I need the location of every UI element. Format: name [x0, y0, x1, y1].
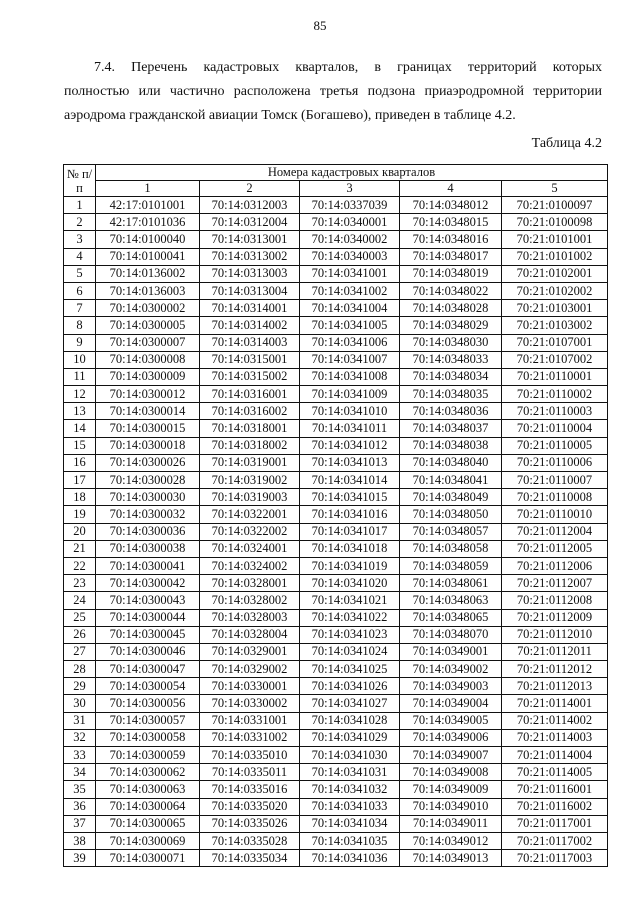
cadastral-number-cell: 70:21:0101001 — [502, 231, 608, 248]
cadastral-number-cell: 70:14:0300045 — [96, 626, 200, 643]
row-number-cell: 10 — [64, 351, 96, 368]
row-number-cell: 19 — [64, 506, 96, 523]
table-row — [64, 609, 608, 626]
cadastral-number-cell: 70:21:0114003 — [502, 729, 608, 746]
cadastral-number-cell: 70:14:0300062 — [96, 764, 200, 781]
cadastral-number-cell: 42:17:0101001 — [96, 197, 200, 214]
table-row — [64, 798, 608, 815]
column-number-2: 2 — [200, 181, 300, 197]
row-number-cell: 30 — [64, 695, 96, 712]
table-row — [64, 454, 608, 471]
cadastral-number-cell: 70:14:0329001 — [200, 643, 300, 660]
cadastral-number-cell: 70:14:0341025 — [300, 661, 400, 678]
table-row — [64, 437, 608, 454]
cadastral-number-cell: 70:21:0110008 — [502, 489, 608, 506]
cadastral-number-cell: 70:14:0341020 — [300, 575, 400, 592]
cadastral-number-cell: 70:14:0341012 — [300, 437, 400, 454]
table-row — [64, 747, 608, 764]
cadastral-number-cell: 70:14:0341018 — [300, 540, 400, 557]
row-number-cell: 26 — [64, 626, 96, 643]
row-number-cell: 4 — [64, 248, 96, 265]
cadastral-number-cell: 70:21:0110003 — [502, 403, 608, 420]
header-row-number: № п/п — [64, 165, 96, 197]
table-row — [64, 592, 608, 609]
cadastral-number-cell: 70:21:0114001 — [502, 695, 608, 712]
cadastral-number-cell: 70:14:0349001 — [400, 643, 502, 660]
cadastral-number-cell: 70:14:0348015 — [400, 214, 502, 231]
cadastral-number-cell: 70:21:0112010 — [502, 626, 608, 643]
cadastral-number-cell: 70:21:0110005 — [502, 437, 608, 454]
cadastral-number-cell: 70:14:0300044 — [96, 609, 200, 626]
cadastral-number-cell: 70:14:0300071 — [96, 850, 200, 867]
cadastral-number-cell: 70:14:0100041 — [96, 248, 200, 265]
header-cadastral-numbers: Номера кадастровых кварталов — [96, 165, 608, 181]
cadastral-number-cell: 70:21:0112011 — [502, 643, 608, 660]
cadastral-number-cell: 70:14:0341007 — [300, 351, 400, 368]
cadastral-number-cell: 70:14:0340001 — [300, 214, 400, 231]
cadastral-number-cell: 70:14:0300007 — [96, 334, 200, 351]
cadastral-number-cell: 70:21:0112013 — [502, 678, 608, 695]
cadastral-number-cell: 70:21:0112012 — [502, 661, 608, 678]
cadastral-number-cell: 70:14:0348070 — [400, 626, 502, 643]
cadastral-number-cell: 70:14:0300059 — [96, 747, 200, 764]
row-number-cell: 13 — [64, 403, 96, 420]
paragraph-line-1: 7.4. Перечень кадастровых кварталов, в границах территорий которых — [94, 60, 602, 75]
cadastral-number-cell: 70:14:0341027 — [300, 695, 400, 712]
cadastral-number-cell: 70:14:0300030 — [96, 489, 200, 506]
cadastral-number-cell: 70:14:0340002 — [300, 231, 400, 248]
cadastral-number-cell: 70:14:0341004 — [300, 300, 400, 317]
cadastral-number-cell: 70:14:0348036 — [400, 403, 502, 420]
cadastral-number-cell: 70:21:0103001 — [502, 300, 608, 317]
cadastral-number-cell: 70:14:0314003 — [200, 334, 300, 351]
cadastral-number-cell: 70:21:0102001 — [502, 265, 608, 282]
row-number-cell: 33 — [64, 747, 96, 764]
cadastral-number-cell: 70:14:0136003 — [96, 282, 200, 299]
table-row — [64, 832, 608, 849]
cadastral-number-cell: 70:14:0335028 — [200, 832, 300, 849]
cadastral-number-cell: 70:14:0312003 — [200, 197, 300, 214]
cadastral-number-cell: 70:14:0341014 — [300, 472, 400, 489]
cadastral-number-cell: 70:14:0341019 — [300, 557, 400, 574]
cadastral-number-cell: 70:14:0335026 — [200, 815, 300, 832]
row-number-cell: 6 — [64, 282, 96, 299]
cadastral-number-cell: 70:14:0341021 — [300, 592, 400, 609]
table-row — [64, 506, 608, 523]
cadastral-number-cell: 70:21:0117001 — [502, 815, 608, 832]
row-number-cell: 24 — [64, 592, 96, 609]
cadastral-number-cell: 70:14:0341010 — [300, 403, 400, 420]
cadastral-number-cell: 70:14:0300028 — [96, 472, 200, 489]
cadastral-number-cell: 70:21:0107002 — [502, 351, 608, 368]
cadastral-number-cell: 70:14:0136002 — [96, 265, 200, 282]
paragraph-line-2: полностью или частично расположена третья подзона приаэродромной территории — [64, 84, 602, 99]
cadastral-number-cell: 70:14:0300042 — [96, 575, 200, 592]
cadastral-number-cell: 70:14:0324002 — [200, 557, 300, 574]
table-row — [64, 678, 608, 695]
cadastral-number-cell: 70:14:0335016 — [200, 781, 300, 798]
row-number-cell: 25 — [64, 609, 96, 626]
table-caption: Таблица 4.2 — [531, 136, 602, 151]
cadastral-number-cell: 70:21:0110004 — [502, 420, 608, 437]
cadastral-number-cell: 70:14:0330002 — [200, 695, 300, 712]
cadastral-number-cell: 70:21:0117003 — [502, 850, 608, 867]
cadastral-number-cell: 70:14:0316002 — [200, 403, 300, 420]
cadastral-number-cell: 70:14:0319003 — [200, 489, 300, 506]
row-number-cell: 2 — [64, 214, 96, 231]
table-row — [64, 420, 608, 437]
cadastral-number-cell: 70:14:0341031 — [300, 764, 400, 781]
cadastral-number-cell: 70:14:0341033 — [300, 798, 400, 815]
cadastral-number-cell: 70:21:0114002 — [502, 712, 608, 729]
cadastral-number-cell: 70:21:0112004 — [502, 523, 608, 540]
cadastral-number-cell: 70:14:0348049 — [400, 489, 502, 506]
row-number-cell: 23 — [64, 575, 96, 592]
cadastral-number-cell: 70:14:0313002 — [200, 248, 300, 265]
cadastral-number-cell: 70:14:0300014 — [96, 403, 200, 420]
cadastral-number-cell: 70:14:0300063 — [96, 781, 200, 798]
cadastral-number-cell: 70:14:0316001 — [200, 386, 300, 403]
cadastral-number-cell: 70:14:0300036 — [96, 523, 200, 540]
table-row — [64, 712, 608, 729]
cadastral-number-cell: 70:14:0349007 — [400, 747, 502, 764]
cadastral-number-cell: 70:14:0341032 — [300, 781, 400, 798]
cadastral-number-cell: 70:14:0341028 — [300, 712, 400, 729]
row-number-cell: 3 — [64, 231, 96, 248]
cadastral-number-cell: 70:14:0348016 — [400, 231, 502, 248]
cadastral-number-cell: 70:14:0300054 — [96, 678, 200, 695]
cadastral-number-cell: 70:14:0349008 — [400, 764, 502, 781]
table-row — [64, 575, 608, 592]
row-number-cell: 14 — [64, 420, 96, 437]
cadastral-number-cell: 70:14:0300015 — [96, 420, 200, 437]
cadastral-number-cell: 70:21:0116002 — [502, 798, 608, 815]
cadastral-number-cell: 70:14:0348037 — [400, 420, 502, 437]
cadastral-number-cell: 70:14:0348019 — [400, 265, 502, 282]
cadastral-number-cell: 70:14:0335010 — [200, 747, 300, 764]
cadastral-number-cell: 70:14:0328001 — [200, 575, 300, 592]
cadastral-number-cell: 70:14:0318002 — [200, 437, 300, 454]
cadastral-number-cell: 70:14:0341006 — [300, 334, 400, 351]
cadastral-number-cell: 70:14:0300047 — [96, 661, 200, 678]
table-row — [64, 540, 608, 557]
cadastral-number-cell: 70:14:0348041 — [400, 472, 502, 489]
cadastral-number-cell: 70:14:0312004 — [200, 214, 300, 231]
cadastral-number-cell: 70:14:0349005 — [400, 712, 502, 729]
cadastral-number-cell: 70:14:0335034 — [200, 850, 300, 867]
cadastral-number-cell: 70:14:0324001 — [200, 540, 300, 557]
table-row — [64, 472, 608, 489]
row-number-cell: 8 — [64, 317, 96, 334]
cadastral-number-cell: 70:14:0348022 — [400, 282, 502, 299]
cadastral-number-cell: 70:14:0341016 — [300, 506, 400, 523]
cadastral-number-cell: 70:21:0110007 — [502, 472, 608, 489]
cadastral-number-cell: 70:14:0331002 — [200, 729, 300, 746]
column-number-5: 5 — [502, 181, 608, 197]
cadastral-number-cell: 70:14:0314002 — [200, 317, 300, 334]
cadastral-number-cell: 70:21:0102002 — [502, 282, 608, 299]
cadastral-quarters-table — [63, 164, 608, 867]
cadastral-number-cell: 70:14:0300043 — [96, 592, 200, 609]
row-number-cell: 17 — [64, 472, 96, 489]
cadastral-number-cell: 70:14:0300058 — [96, 729, 200, 746]
table-row — [64, 248, 608, 265]
table-row — [64, 781, 608, 798]
cadastral-number-cell: 42:17:0101036 — [96, 214, 200, 231]
cadastral-number-cell: 70:14:0341036 — [300, 850, 400, 867]
row-number-cell: 7 — [64, 300, 96, 317]
cadastral-number-cell: 70:14:0314001 — [200, 300, 300, 317]
row-number-cell: 18 — [64, 489, 96, 506]
cadastral-number-cell: 70:14:0341009 — [300, 386, 400, 403]
cadastral-number-cell: 70:14:0300002 — [96, 300, 200, 317]
cadastral-number-cell: 70:14:0349011 — [400, 815, 502, 832]
cadastral-number-cell: 70:21:0110010 — [502, 506, 608, 523]
cadastral-number-cell: 70:14:0341022 — [300, 609, 400, 626]
column-number-1: 1 — [96, 181, 200, 197]
cadastral-number-cell: 70:21:0112006 — [502, 557, 608, 574]
cadastral-number-cell: 70:14:0349012 — [400, 832, 502, 849]
row-number-cell: 9 — [64, 334, 96, 351]
cadastral-number-cell: 70:14:0348058 — [400, 540, 502, 557]
cadastral-number-cell: 70:14:0341030 — [300, 747, 400, 764]
cadastral-number-cell: 70:14:0300012 — [96, 386, 200, 403]
cadastral-number-cell: 70:14:0348038 — [400, 437, 502, 454]
table-row — [64, 695, 608, 712]
cadastral-number-cell: 70:14:0337039 — [300, 197, 400, 214]
row-number-cell: 27 — [64, 643, 96, 660]
cadastral-number-cell: 70:14:0348040 — [400, 454, 502, 471]
cadastral-number-cell: 70:21:0112008 — [502, 592, 608, 609]
table-row — [64, 850, 608, 867]
cadastral-number-cell: 70:21:0103002 — [502, 317, 608, 334]
cadastral-number-cell: 70:14:0300018 — [96, 437, 200, 454]
cadastral-number-cell: 70:14:0341029 — [300, 729, 400, 746]
row-number-cell: 37 — [64, 815, 96, 832]
cadastral-number-cell: 70:14:0313004 — [200, 282, 300, 299]
cadastral-number-cell: 70:14:0300038 — [96, 540, 200, 557]
cadastral-number-cell: 70:14:0349009 — [400, 781, 502, 798]
row-number-cell: 36 — [64, 798, 96, 815]
cadastral-number-cell: 70:21:0116001 — [502, 781, 608, 798]
cadastral-number-cell: 70:14:0322002 — [200, 523, 300, 540]
cadastral-number-cell: 70:14:0348030 — [400, 334, 502, 351]
table-row — [64, 317, 608, 334]
cadastral-number-cell: 70:21:0101002 — [502, 248, 608, 265]
cadastral-number-cell: 70:14:0341035 — [300, 832, 400, 849]
cadastral-number-cell: 70:14:0341017 — [300, 523, 400, 540]
cadastral-number-cell: 70:21:0112005 — [502, 540, 608, 557]
cadastral-number-cell: 70:14:0348035 — [400, 386, 502, 403]
cadastral-number-cell: 70:14:0335020 — [200, 798, 300, 815]
cadastral-number-cell: 70:14:0349002 — [400, 661, 502, 678]
table-row — [64, 334, 608, 351]
cadastral-number-cell: 70:21:0114004 — [502, 747, 608, 764]
table-row — [64, 815, 608, 832]
table-row — [64, 523, 608, 540]
cadastral-number-cell: 70:14:0300009 — [96, 368, 200, 385]
column-number-4: 4 — [400, 181, 502, 197]
row-number-cell: 28 — [64, 661, 96, 678]
cadastral-number-cell: 70:14:0315002 — [200, 368, 300, 385]
cadastral-number-cell: 70:14:0300026 — [96, 454, 200, 471]
cadastral-number-cell: 70:14:0300008 — [96, 351, 200, 368]
row-number-cell: 21 — [64, 540, 96, 557]
cadastral-number-cell: 70:14:0300069 — [96, 832, 200, 849]
cadastral-number-cell: 70:14:0341034 — [300, 815, 400, 832]
cadastral-number-cell: 70:14:0300057 — [96, 712, 200, 729]
table-row — [64, 386, 608, 403]
cadastral-number-cell: 70:14:0349010 — [400, 798, 502, 815]
cadastral-number-cell: 70:14:0300032 — [96, 506, 200, 523]
row-number-cell: 39 — [64, 850, 96, 867]
cadastral-number-cell: 70:14:0349013 — [400, 850, 502, 867]
table-row — [64, 197, 608, 214]
cadastral-number-cell: 70:14:0328003 — [200, 609, 300, 626]
cadastral-number-cell: 70:14:0329002 — [200, 661, 300, 678]
row-number-cell: 5 — [64, 265, 96, 282]
table-row — [64, 300, 608, 317]
cadastral-number-cell: 70:21:0114005 — [502, 764, 608, 781]
table-row — [64, 214, 608, 231]
cadastral-number-cell: 70:14:0319002 — [200, 472, 300, 489]
table-row — [64, 489, 608, 506]
cadastral-number-cell: 70:14:0341001 — [300, 265, 400, 282]
cadastral-number-cell: 70:21:0110002 — [502, 386, 608, 403]
row-number-cell: 32 — [64, 729, 96, 746]
column-number-3: 3 — [300, 181, 400, 197]
cadastral-number-cell: 70:14:0348012 — [400, 197, 502, 214]
cadastral-number-cell: 70:14:0348034 — [400, 368, 502, 385]
table-row — [64, 643, 608, 660]
cadastral-number-cell: 70:14:0348050 — [400, 506, 502, 523]
cadastral-number-cell: 70:14:0348063 — [400, 592, 502, 609]
table-body — [64, 197, 608, 867]
table-row — [64, 265, 608, 282]
cadastral-number-cell: 70:14:0348059 — [400, 557, 502, 574]
cadastral-number-cell: 70:14:0322001 — [200, 506, 300, 523]
row-number-cell: 11 — [64, 368, 96, 385]
cadastral-number-cell: 70:14:0315001 — [200, 351, 300, 368]
cadastral-number-cell: 70:14:0340003 — [300, 248, 400, 265]
cadastral-number-cell: 70:14:0349004 — [400, 695, 502, 712]
cadastral-number-cell: 70:14:0341015 — [300, 489, 400, 506]
page-number: 85 — [313, 18, 327, 33]
cadastral-number-cell: 70:14:0328004 — [200, 626, 300, 643]
cadastral-number-cell: 70:14:0300064 — [96, 798, 200, 815]
cadastral-number-cell: 70:14:0313003 — [200, 265, 300, 282]
cadastral-number-cell: 70:14:0318001 — [200, 420, 300, 437]
cadastral-number-cell: 70:14:0319001 — [200, 454, 300, 471]
cadastral-number-cell: 70:14:0348017 — [400, 248, 502, 265]
row-number-cell: 29 — [64, 678, 96, 695]
row-number-cell: 34 — [64, 764, 96, 781]
cadastral-number-cell: 70:14:0341002 — [300, 282, 400, 299]
cadastral-number-cell: 70:14:0330001 — [200, 678, 300, 695]
cadastral-number-cell: 70:14:0349006 — [400, 729, 502, 746]
cadastral-number-cell: 70:14:0300041 — [96, 557, 200, 574]
table-row — [64, 368, 608, 385]
cadastral-number-cell: 70:14:0341023 — [300, 626, 400, 643]
cadastral-number-cell: 70:14:0335011 — [200, 764, 300, 781]
cadastral-number-cell: 70:21:0110006 — [502, 454, 608, 471]
cadastral-number-cell: 70:14:0300046 — [96, 643, 200, 660]
cadastral-number-cell: 70:14:0300065 — [96, 815, 200, 832]
table-row — [64, 729, 608, 746]
cadastral-number-cell: 70:14:0348029 — [400, 317, 502, 334]
row-number-cell: 20 — [64, 523, 96, 540]
cadastral-number-cell: 70:21:0100097 — [502, 197, 608, 214]
row-number-cell: 38 — [64, 832, 96, 849]
cadastral-number-cell: 70:14:0331001 — [200, 712, 300, 729]
paragraph-line-3: аэродрома гражданской авиации Томск (Богашево), приведен в таблице 4.2. — [64, 108, 516, 123]
table-row — [64, 626, 608, 643]
cadastral-number-cell: 70:14:0300056 — [96, 695, 200, 712]
cadastral-number-cell: 70:21:0112007 — [502, 575, 608, 592]
intro-paragraph — [64, 56, 602, 128]
table-row — [64, 557, 608, 574]
table-row — [64, 231, 608, 248]
row-number-cell: 16 — [64, 454, 96, 471]
cadastral-number-cell: 70:14:0100040 — [96, 231, 200, 248]
cadastral-number-cell: 70:14:0348061 — [400, 575, 502, 592]
cadastral-number-cell: 70:14:0313001 — [200, 231, 300, 248]
table-row — [64, 403, 608, 420]
row-number-cell: 15 — [64, 437, 96, 454]
row-number-cell: 12 — [64, 386, 96, 403]
row-number-cell: 1 — [64, 197, 96, 214]
cadastral-number-cell: 70:21:0110001 — [502, 368, 608, 385]
cadastral-number-cell: 70:14:0341013 — [300, 454, 400, 471]
table-row — [64, 661, 608, 678]
table-header-row — [64, 165, 608, 181]
cadastral-number-cell: 70:14:0341005 — [300, 317, 400, 334]
cadastral-number-cell: 70:14:0341008 — [300, 368, 400, 385]
row-number-cell: 35 — [64, 781, 96, 798]
table-column-numbers-row — [64, 181, 608, 197]
table-row — [64, 351, 608, 368]
cadastral-number-cell: 70:14:0348033 — [400, 351, 502, 368]
cadastral-number-cell: 70:14:0328002 — [200, 592, 300, 609]
table-row — [64, 764, 608, 781]
cadastral-number-cell: 70:14:0348065 — [400, 609, 502, 626]
cadastral-number-cell: 70:21:0117002 — [502, 832, 608, 849]
cadastral-number-cell: 70:14:0348028 — [400, 300, 502, 317]
cadastral-number-cell: 70:14:0348057 — [400, 523, 502, 540]
cadastral-number-cell: 70:14:0300005 — [96, 317, 200, 334]
cadastral-number-cell: 70:21:0100098 — [502, 214, 608, 231]
cadastral-number-cell: 70:21:0112009 — [502, 609, 608, 626]
row-number-cell: 31 — [64, 712, 96, 729]
table-row — [64, 282, 608, 299]
row-number-cell: 22 — [64, 557, 96, 574]
cadastral-number-cell: 70:21:0107001 — [502, 334, 608, 351]
cadastral-number-cell: 70:14:0341024 — [300, 643, 400, 660]
cadastral-number-cell: 70:14:0341011 — [300, 420, 400, 437]
cadastral-number-cell: 70:14:0341026 — [300, 678, 400, 695]
cadastral-number-cell: 70:14:0349003 — [400, 678, 502, 695]
